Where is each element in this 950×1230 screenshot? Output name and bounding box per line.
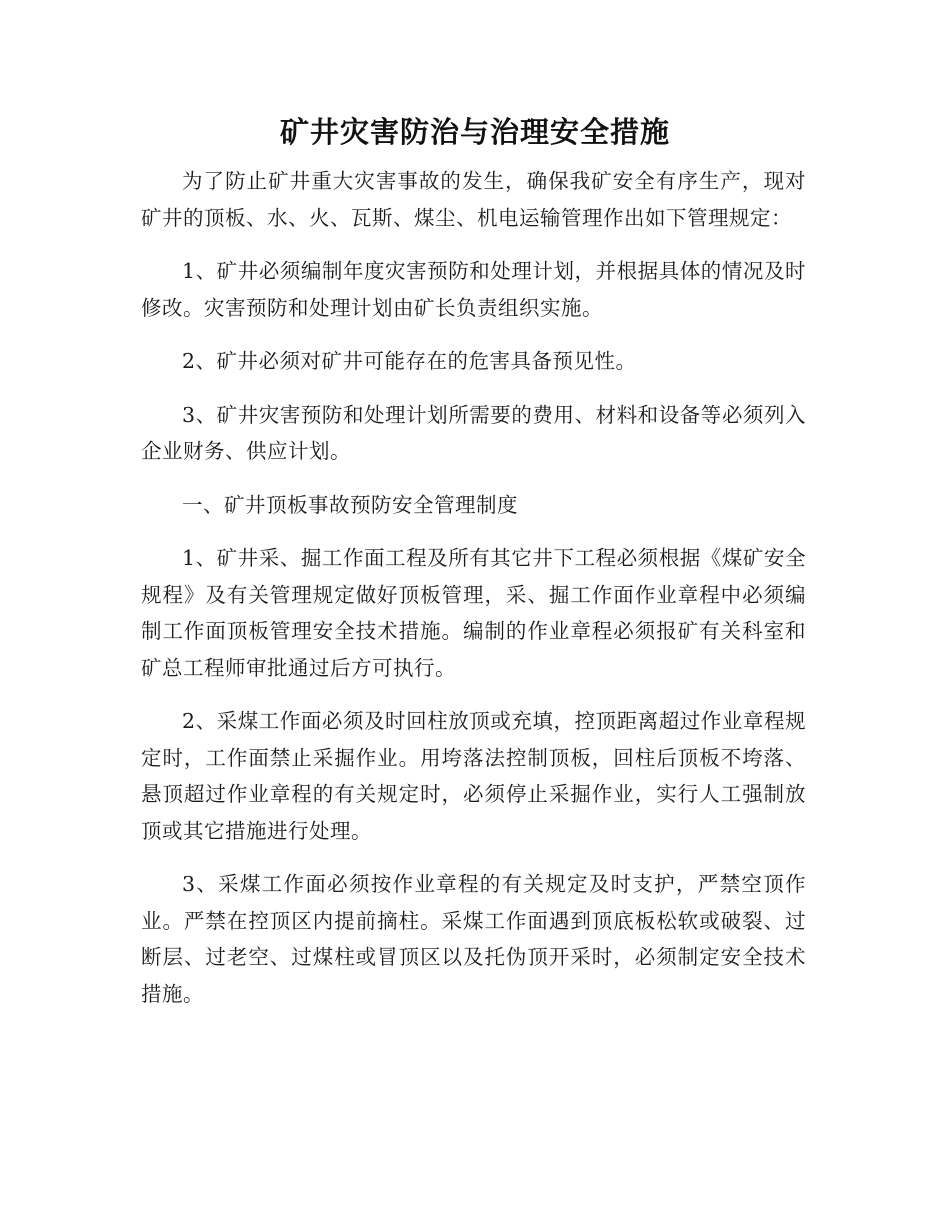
document-title: 矿井灾害防治与治理安全措施 xyxy=(279,115,670,149)
document-body xyxy=(141,163,806,1029)
body-paragraph: 1、矿井必须编制年度灾害预防和处理计划，并根据具体的情况及时修改。灾害预防和处理计划由矿长负责组织实施。 xyxy=(141,259,806,320)
body-paragraph: 1、矿井采、掘工作面工程及所有其它井下工程必须根据《煤矿安全规程》及有关管理规定做好顶板管理，采、掘工作面作业章程中必须编制工作面顶板管理安全技术措施。编制的作业章程必须报矿有关科室和矿总工程师审批通过后方可执行。 xyxy=(141,546,806,680)
intro-paragraph: 为了防止矿井重大灾害事故的发生，确保我矿安全有序生产，现对矿井的顶板、水、火、瓦斯、煤尘、机电运输管理作出如下管理规定： xyxy=(141,169,806,230)
body-paragraph: 2、矿井必须对矿井可能存在的危害具备预见性。 xyxy=(182,349,637,373)
section-heading: 一、矿井顶板事故预防安全管理制度 xyxy=(182,492,518,517)
body-paragraph: 2、采煤工作面必须及时回柱放顶或充填，控顶距离超过作业章程规定时，工作面禁止采掘作业。用垮落法控制顶板，回柱后顶板不垮落、悬顶超过作业章程的有关规定时，必须停止采掘作业，实行人工强制放顶或其它措施进行处理。 xyxy=(141,709,806,843)
body-paragraph: 3、矿井灾害预防和处理计划所需要的费用、材料和设备等必须列入企业财务、供应计划。 xyxy=(141,402,806,463)
body-paragraph: 3、采煤工作面必须按作业章程的有关规定及时支护，严禁空顶作业。严禁在控顶区内提前摘柱。采煤工作面遇到顶底板松软或破裂、过断层、过老空、过煤柱或冒顶区以及托伪顶开采时，必须制定安全技术措施。 xyxy=(141,872,806,1006)
